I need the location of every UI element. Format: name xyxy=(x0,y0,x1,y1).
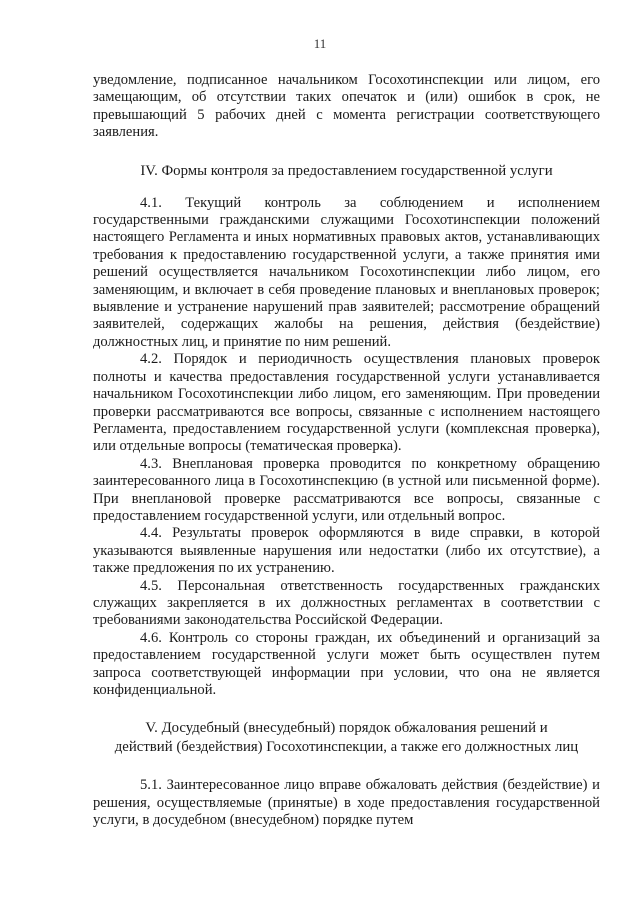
intro-paragraph: уведомление, подписанное начальником Госохотинспекции или лицом, его замещающим, об отсутствии таких опечаток и (или) ошибок в срок, не превышающий 5 рабочих дней с момента регистрации соответствующего заявления. xyxy=(93,72,600,141)
paragraph-4-3: 4.3. Внеплановая проверка проводится по конкретному обращению заинтересованного лица в Госохотинспекцию (в устной или письменной форме). При внеплановой проверке рассматриваются все вопросы, связанные с предоставлением государственной услуги, или отдельный вопрос. xyxy=(93,455,600,524)
paragraph-4-5: 4.5. Персональная ответственность государственных гражданских служащих закрепляется в их должностных регламентах в соответствии с требованиями законодательства Российской Федерации. xyxy=(93,577,600,629)
section-4-heading: IV. Формы контроля за предоставлением государственной услуги xyxy=(140,162,553,179)
paragraph-4-2: 4.2. Порядок и периодичность осуществления плановых проверок полноты и качества предоставления государственной услуги устанавливается начальником Госохотинспекции либо лицом, его заменяющим. При проведении проверки рассматриваются все вопросы, связанные с исполнением настоящего Регламента, предоставлением государственной услуги (комплексная проверка), или отдельные вопросы (тематическая проверка). xyxy=(93,351,600,455)
page-number: 11 xyxy=(313,36,327,51)
paragraph-4-6: 4.6. Контроль со стороны граждан, их объединений и организаций за предоставлением государственной услуги может быть осуществлен путем запроса соответствующей информации при условии, что она не является конфиденциальной. xyxy=(93,629,600,698)
section-5-heading-line-1: V. Досудебный (внесудебный) порядок обжалования решений и xyxy=(145,720,548,737)
section-5-heading xyxy=(93,719,600,757)
paragraph-5-1: 5.1. Заинтересованное лицо вправе обжаловать действия (бездействие) и решения, осуществляемые (принятые) в ходе предоставления государственной услуги, в досудебном (внесудебном) порядке путем xyxy=(93,777,600,829)
paragraph-4-1: 4.1. Текущий контроль за соблюдением и исполнением государственными гражданскими служащими Госохотинспекции положений настоящего Регламента и иных нормативных правовых актов, устанавливающих требования к предоставлению государственной услуги, а также принятия ими решений осуществляется начальником Госохотинспекции либо лицом, его заменяющим, и включает в себя проведение плановых и внеплановых проверок; выявление и устранение нарушений прав заявителей; рассмотрение обращений заявителей, содержащих жалобы на решения, действия (бездействие) должностных лиц, и принятие по ним решений. xyxy=(93,194,600,350)
paragraph-4-4: 4.4. Результаты проверок оформляются в виде справки, в которой указываются выявленные нарушения или недостатки (либо их отсутствие), а также предложения по их устранению. xyxy=(93,525,600,577)
document-body xyxy=(93,72,600,830)
section-5-heading-line-2: действий (бездействия) Госохотинспекции, а также его должностных лиц xyxy=(114,739,579,756)
